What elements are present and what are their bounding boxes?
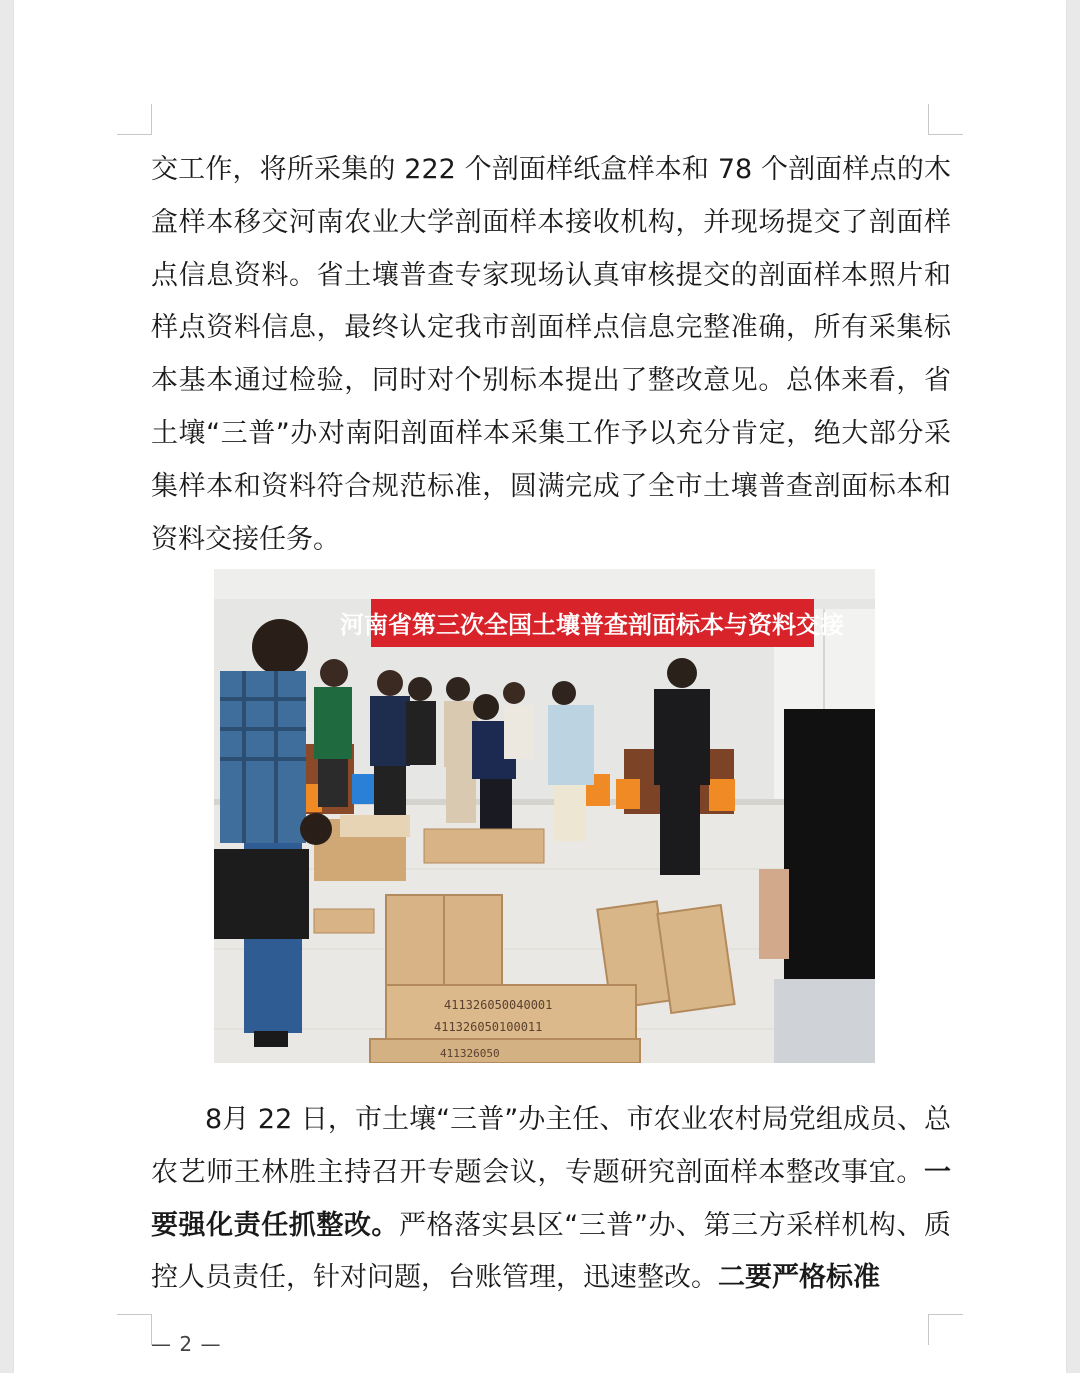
document-page — [14, 0, 1066, 1373]
box-marking-2: 411326050100011 — [434, 1020, 543, 1034]
body-paragraph-1: 交工作，将所采集的 222 个剖面样纸盒样本和 78 个剖面样点的木盒样本移交河南农业大学剖面样本接收机构，并现场提交了剖面样点信息资料。省土壤普查专家现场认真审核提交的剖面样本照片和样点资料信息，最终认定我市剖面样点信息完整准确，所有采集标本基本通过检验，同时对个别标本提出了整改意见。总体来看，省土壤“三普”办对南阳剖面样本采集工作予以充分肯定，绝大部分采集样本和资料符合规范标准，圆满完成了全市土壤普查剖面标本和资料交接任务。 — [151, 154, 951, 555]
box-marking-3: 411326050 — [440, 1047, 500, 1060]
page-number: — 2 — — [151, 1332, 222, 1356]
crop-mark-bottom-right — [928, 1314, 963, 1345]
crop-mark-top-right — [928, 104, 963, 135]
event-photo — [214, 569, 875, 1063]
body-paragraph-2 — [151, 1094, 951, 1305]
point1-body: 严格落实县区“三普”办、第三方采样机构、质控人员责任，针对问题，台账管理，迅速整改。 — [151, 1209, 952, 1294]
paragraph2-lead: 8月 22 日，市土壤“三普”办主任、市农业农村局党组成员、总农艺师王林胜主持召开专题会议，专题研究剖面样本整改事宜。 — [151, 1104, 951, 1188]
crop-mark-bottom-left — [117, 1314, 152, 1345]
box-marking-1: 411326050040001 — [444, 998, 553, 1012]
point2-title: 二要严格标准 — [718, 1262, 880, 1294]
banner-text: 河南省第三次全国土壤普查剖面标本与资料交接 — [340, 611, 844, 639]
point1-title: 一要强化责任抓整改。 — [151, 1156, 951, 1241]
crop-mark-top-left — [117, 104, 152, 135]
